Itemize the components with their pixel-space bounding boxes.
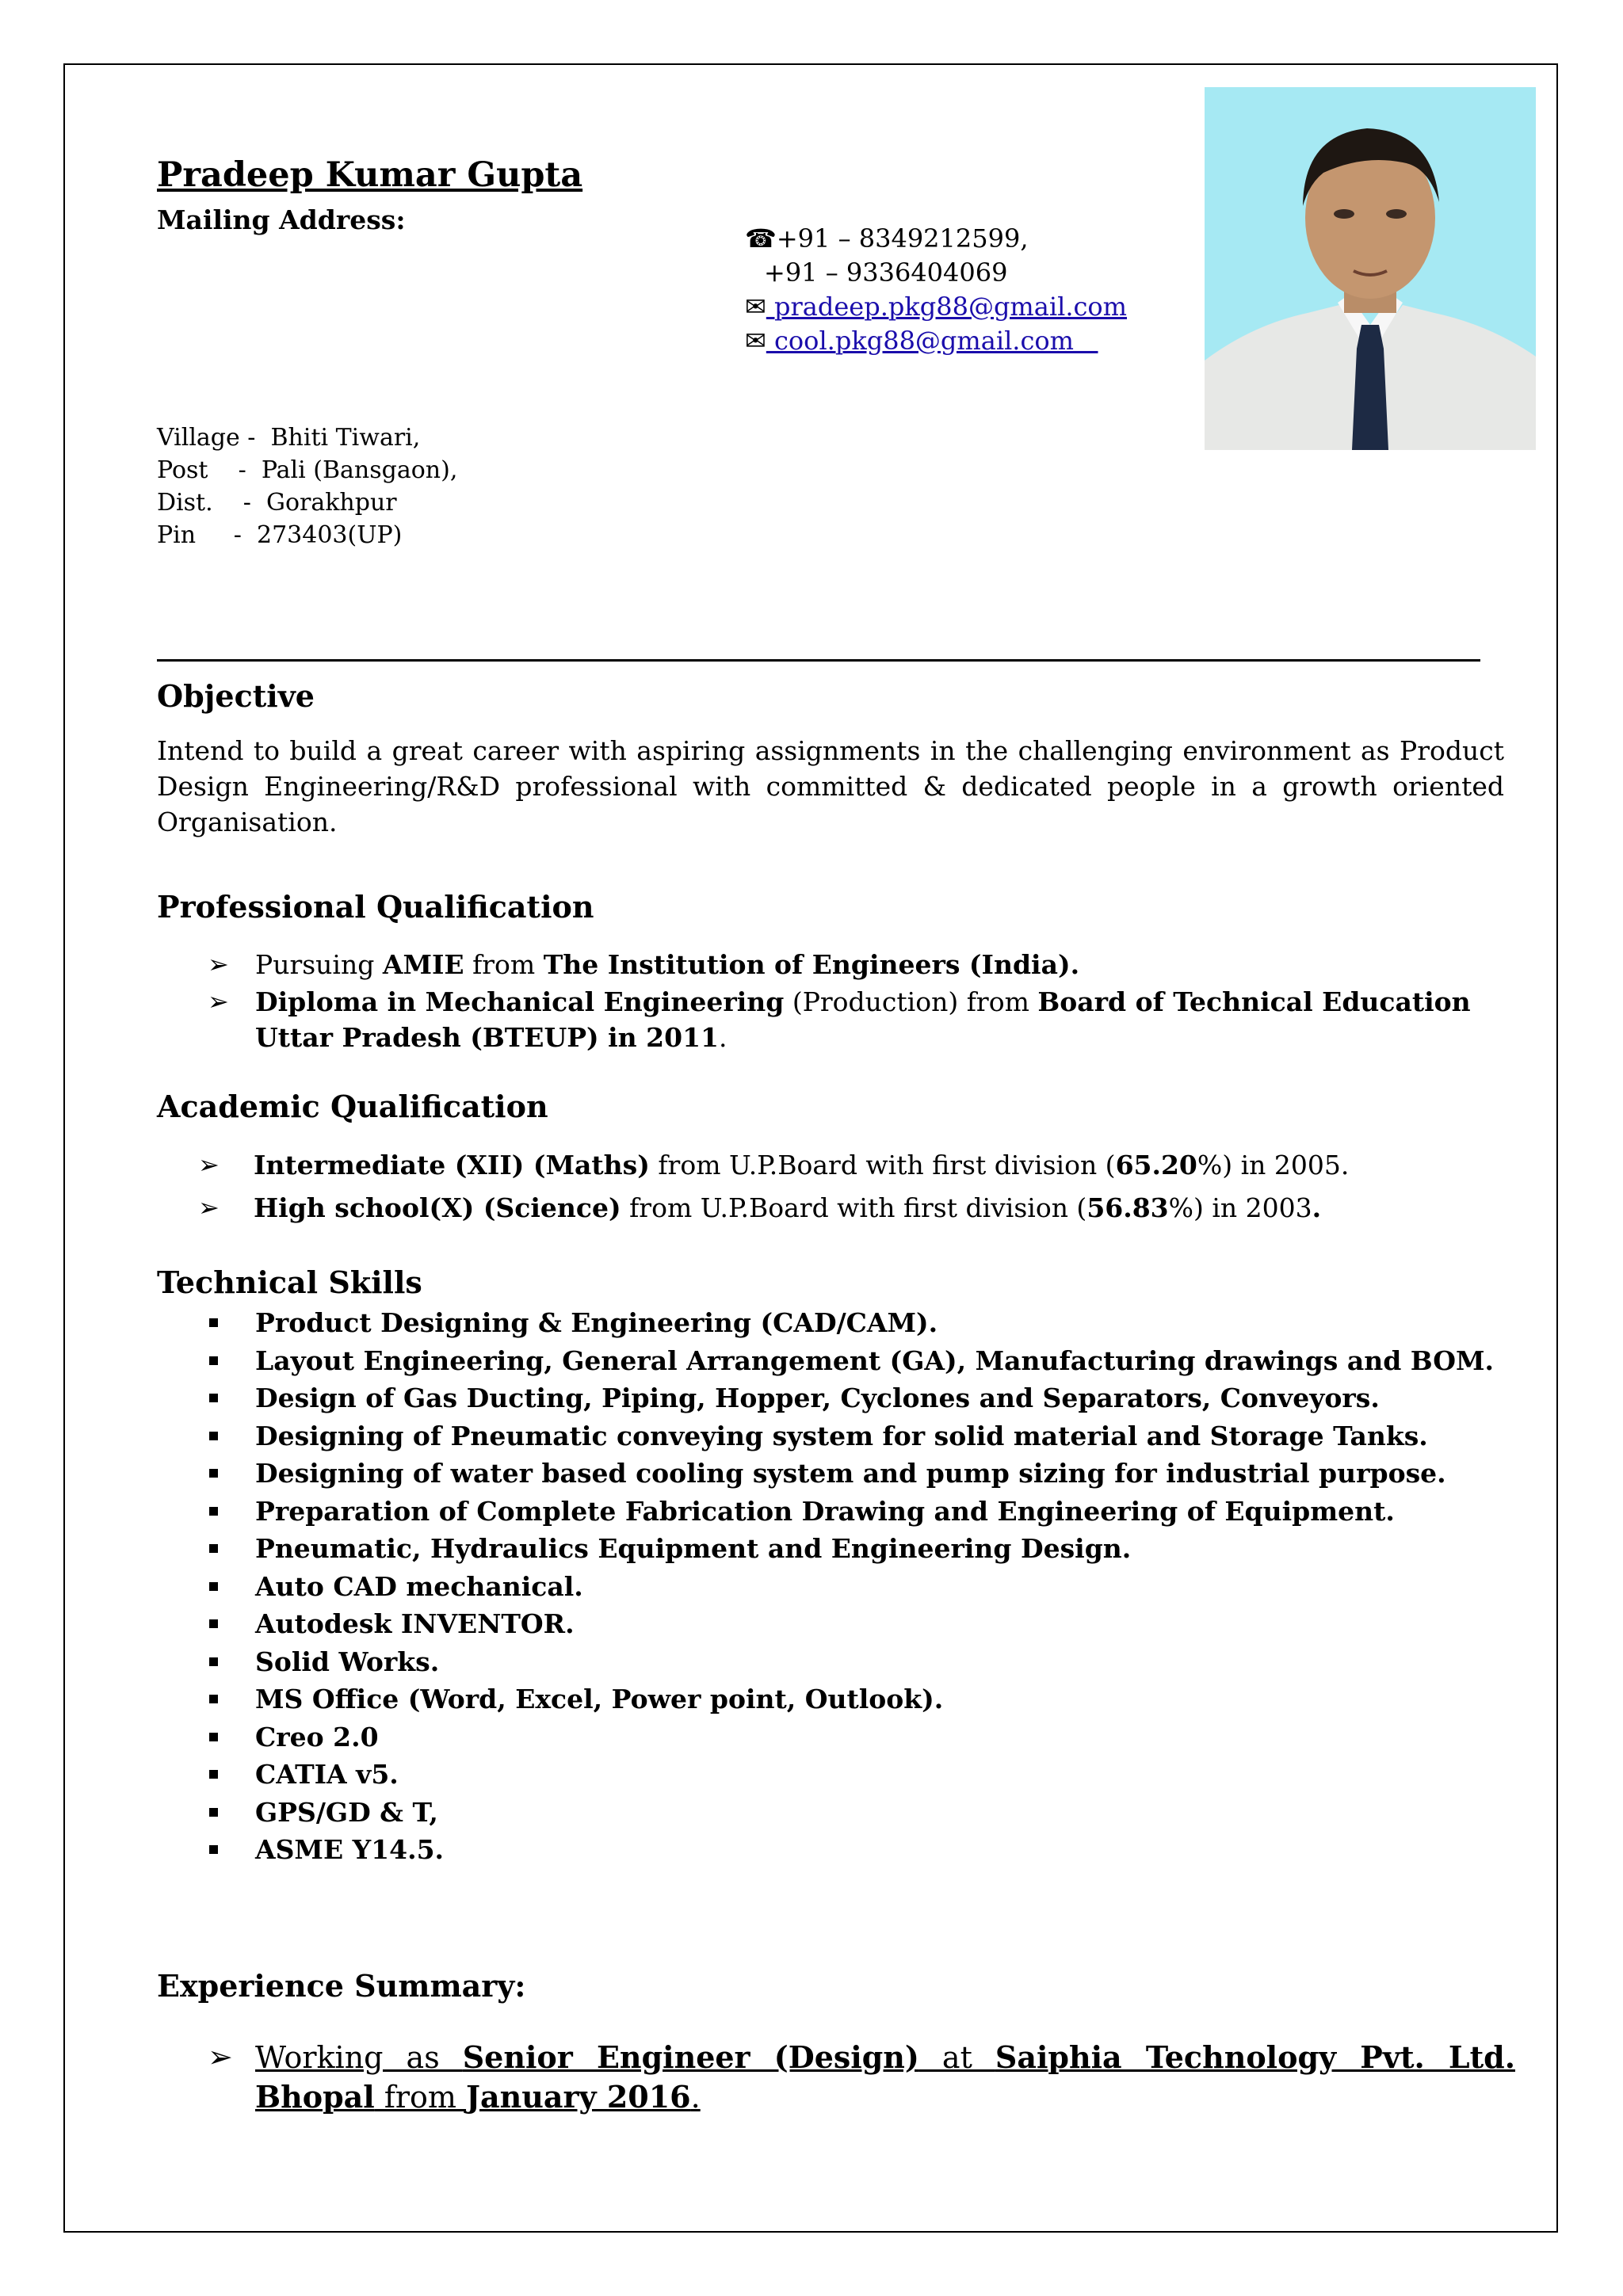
square-bullet-icon: [209, 1432, 218, 1440]
phone-line-1: [745, 222, 1127, 256]
phone-icon: ☎: [745, 223, 777, 254]
phone-number-2: +91 – 9336404069: [764, 257, 1008, 288]
list-item: Creo 2.0: [208, 1718, 1494, 1756]
email-link-1[interactable]: pradeep.pkg88@gmail.com: [766, 292, 1128, 322]
objective-heading: Objective: [157, 678, 315, 714]
list-item: Layout Engineering, General Arrangement (GA), Manufacturing drawings and BOM.: [208, 1342, 1494, 1380]
square-bullet-icon: [209, 1469, 218, 1478]
professional-qualification-heading: Professional Qualification: [157, 889, 594, 925]
address-line: Pin - 273403(UP): [157, 521, 403, 549]
square-bullet-icon: [209, 1657, 218, 1666]
arrow-bullet-icon: ➢: [208, 949, 229, 979]
list-item: MS Office (Word, Excel, Power point, Outlook).: [208, 1680, 1494, 1718]
address-line: Dist. - Gorakhpur: [157, 489, 397, 517]
square-bullet-icon: [209, 1845, 218, 1854]
phone-number-1: +91 – 8349212599,: [776, 223, 1029, 254]
list-item: Preparation of Complete Fabrication Drawing and Engineering of Equipment.: [208, 1493, 1494, 1531]
square-bullet-icon: [209, 1318, 218, 1327]
square-bullet-icon: [209, 1507, 218, 1516]
email-line-2: [745, 324, 1127, 358]
list-item: ➢ Diploma in Mechanical Engineering (Production) from Board of Technical Education Uttar Pradesh (BTEUP) in 2011.: [208, 984, 1515, 1055]
contact-block: [745, 222, 1127, 358]
candidate-name: Pradeep Kumar Gupta: [157, 155, 583, 195]
arrow-bullet-icon: ➢: [208, 2039, 233, 2074]
objective-text: Intend to build a great career with aspiring assignments in the challenging environment as Product Design Engineering/R&D professional with committed & dedicated people in a growth oriented Organisation.: [157, 735, 1504, 837]
list-item: GPS/GD & T,: [208, 1794, 1494, 1832]
email-line-1: [745, 290, 1127, 324]
square-bullet-icon: [209, 1394, 218, 1402]
arrow-bullet-icon: ➢: [208, 986, 229, 1016]
phone-line-2: [745, 256, 1127, 290]
list-item: Design of Gas Ducting, Piping, Hopper, Cyclones and Separators, Conveyors.: [208, 1379, 1494, 1417]
email-icon: ✉: [745, 292, 766, 322]
list-item: Autodesk INVENTOR.: [208, 1605, 1494, 1643]
list-item: CATIA v5.: [208, 1756, 1494, 1794]
list-item: Solid Works.: [208, 1643, 1494, 1681]
square-bullet-icon: [209, 1356, 218, 1365]
square-bullet-icon: [209, 1808, 218, 1817]
square-bullet-icon: [209, 1544, 218, 1553]
professional-qualification-list: [208, 947, 1515, 1055]
arrow-bullet-icon: ➢: [198, 1150, 220, 1180]
arrow-bullet-icon: ➢: [198, 1192, 220, 1222]
experience-summary-heading: Experience Summary:: [157, 1968, 526, 2004]
academic-qualification-list: [198, 1147, 1506, 1226]
email-icon: ✉: [745, 326, 766, 356]
square-bullet-icon: [209, 1770, 218, 1779]
horizontal-divider: [157, 659, 1480, 662]
mailing-address-label: Mailing Address:: [157, 204, 406, 235]
list-item: Auto CAD mechanical.: [208, 1568, 1494, 1606]
list-item: ➢ Intermediate (XII) (Maths) from U.P.Board with first division (65.20%) in 2005.: [198, 1147, 1506, 1183]
list-item: ➢ High school(X) (Science) from U.P.Board with first division (56.83%) in 2003.: [198, 1190, 1506, 1226]
square-bullet-icon: [209, 1695, 218, 1703]
list-item: ASME Y14.5.: [208, 1831, 1494, 1869]
academic-qualification-heading: Academic Qualification: [157, 1089, 548, 1124]
square-bullet-icon: [209, 1619, 218, 1628]
square-bullet-icon: [209, 1582, 218, 1591]
list-item: Pneumatic, Hydraulics Equipment and Engineering Design.: [208, 1530, 1494, 1568]
address-line: Village - Bhiti Tiwari,: [157, 424, 421, 452]
postal-address: [157, 421, 457, 551]
address-line: Post - Pali (Bansgaon),: [157, 456, 458, 484]
list-item: Designing of water based cooling system and pump sizing for industrial purpose.: [208, 1455, 1494, 1493]
list-item: Designing of Pneumatic conveying system for solid material and Storage Tanks.: [208, 1417, 1494, 1455]
list-item: ➢ Pursuing AMIE from The Institution of Engineers (India).: [208, 947, 1515, 982]
list-item: Product Designing & Engineering (CAD/CAM).: [208, 1304, 1494, 1342]
experience-item: ➢ Working as Senior Engineer (Design) at Saiphia Technology Pvt. Ltd. Bhopal from January 2016.: [208, 2039, 1515, 2115]
technical-skills-heading: Technical Skills: [157, 1264, 422, 1300]
profile-photo: [1205, 87, 1536, 450]
square-bullet-icon: [209, 1733, 218, 1741]
technical-skills-list: [208, 1304, 1494, 1869]
email-link-2[interactable]: cool.pkg88@gmail.com: [766, 326, 1098, 356]
